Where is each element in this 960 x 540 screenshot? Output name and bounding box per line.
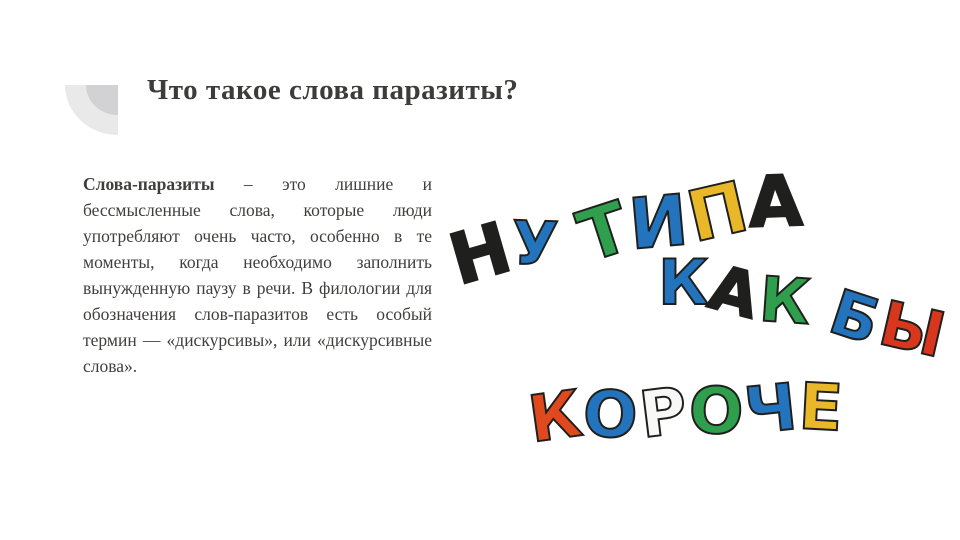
monster-letter: Е bbox=[796, 370, 845, 447]
monster-letter: А bbox=[746, 159, 804, 244]
corner-quarter-circle-decoration bbox=[65, 85, 118, 135]
monster-letter: Н bbox=[440, 206, 520, 302]
monster-letter: И bbox=[625, 179, 691, 266]
monster-letter: Р bbox=[635, 374, 691, 454]
filler-words-illustration bbox=[440, 140, 952, 500]
monster-letter: П bbox=[679, 165, 756, 259]
monster-letter: К bbox=[658, 246, 709, 320]
monster-letter: К bbox=[756, 262, 813, 339]
monster-letter: А bbox=[701, 250, 767, 334]
monster-letter: К bbox=[524, 377, 587, 458]
illustration-line-koroche bbox=[524, 370, 845, 458]
word-gap bbox=[562, 260, 584, 264]
monster-letter: Б bbox=[821, 274, 890, 360]
body-lead-term: Слова-паразиты bbox=[83, 174, 215, 194]
monster-letter: О bbox=[687, 374, 744, 450]
body-paragraph bbox=[83, 171, 432, 379]
monster-letter: О bbox=[582, 377, 640, 454]
corner-quarter-circle-inner bbox=[86, 85, 118, 115]
monster-letter: Т bbox=[568, 185, 640, 279]
monster-letter: Ч bbox=[741, 370, 801, 450]
monster-letter: У bbox=[510, 208, 559, 281]
body-text: – это лишние и бессмысленные слова, которые люди употребляют очень часто, особенно в те моменты, когда необходимо заполнить вынужденную паузу в речи. В филологии для обозначения слов-паразитов есть особый термин — «дискурсивы», или «дискурсивные слова». bbox=[83, 174, 432, 376]
monster-letter: Ы bbox=[872, 286, 952, 372]
illustration-line-kak-by bbox=[651, 245, 952, 372]
slide-title: Что такое слова паразиты? bbox=[147, 74, 519, 106]
